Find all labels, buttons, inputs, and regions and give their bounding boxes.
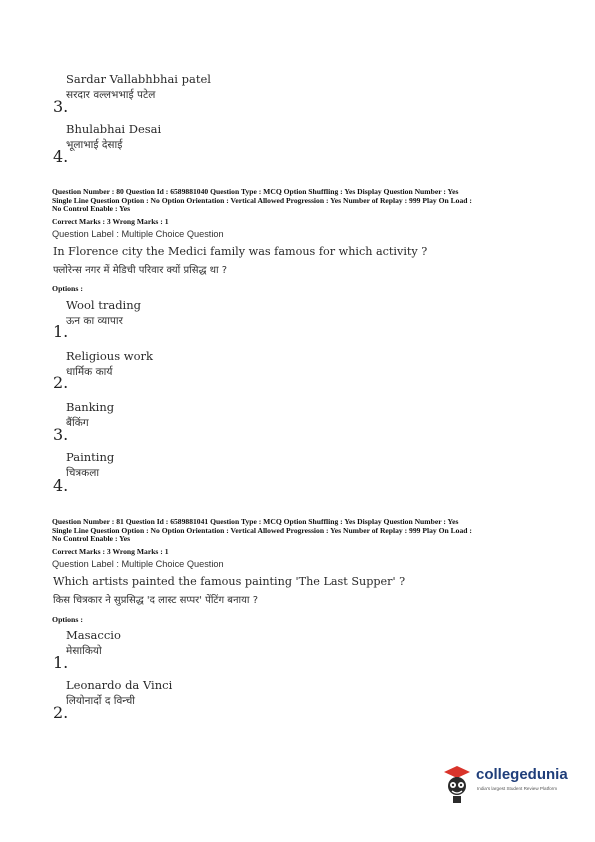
option-number: 4. [53,476,69,495]
question-meta [52,518,552,544]
option-text-hindi: लियोनार्दो द विन्ची [66,695,136,707]
option-text-english: Leonardo da Vinci [66,678,173,692]
option-text-english: Wool trading [66,298,142,312]
option-3 [66,72,211,102]
option-text-hindi: सरदार वल्लभभाई पटेल [66,89,156,101]
option-text-english: Religious work [66,349,153,363]
meta-line: Single Line Question Option : No Option Orientation : Vertical Allowed Progression : Yes Number of Replay : 999 Play On Load : [52,195,472,205]
collegedunia-logo [440,762,580,810]
meta-line: Question Number : 80 Question Id : 6589881040 Question Type : MCQ Option Shuffling : Yes Display Question Number : Yes [52,187,459,196]
option-text-english: Masaccio [66,628,121,642]
options-label: Options : [52,615,83,624]
question-text-english: Which artists painted the famous painting 'The Last Supper' ? [53,575,406,588]
option-number: 4. [53,147,69,166]
marks-info: Correct Marks : 3 Wrong Marks : 1 [52,217,169,226]
option-number: 3. [53,425,69,444]
option-number: 2. [53,373,69,392]
option-text-hindi: भूलाभाई देसाई [66,139,123,151]
option-text-hindi: बैंकिंग [66,417,89,429]
option-number: 1. [53,322,69,341]
option-text-hindi: मेसाकियो [66,645,102,657]
question-label: Question Label : Multiple Choice Question [52,229,224,239]
question-meta [52,188,552,214]
graduate-mascot-icon [440,762,474,804]
question-label: Question Label : Multiple Choice Question [52,559,224,569]
question-text-hindi: फ्लोरेन्स नगर में मेडिची परिवार क्यों प्रसिद्ध था ? [53,265,228,276]
question-text-hindi: किस चित्रकार ने सुप्रसिद्ध 'द लास्ट सप्पर' पेंटिंग बनाया ? [53,595,259,606]
meta-line: Single Line Question Option : No Option Orientation : Vertical Allowed Progression : Yes Number of Replay : 999 Play On Load : [52,525,472,535]
logo-tagline: India's largest Student Review Platform [477,786,558,791]
marks-info: Correct Marks : 3 Wrong Marks : 1 [52,547,169,556]
option-text-hindi: चित्रकला [66,467,100,479]
option-text-english: Bhulabhai Desai [66,122,162,136]
logo-name: collegedunia [476,766,568,783]
option-number: 1. [53,653,69,672]
option-4 [66,122,161,152]
option-number: 3. [53,97,69,116]
option-3 [66,400,114,430]
option-4 [66,450,114,480]
option-1 [66,298,141,328]
meta-line: No Control Enable : Yes [52,534,131,544]
options-label: Options : [52,284,83,293]
option-2 [66,349,153,379]
option-1 [66,628,121,658]
option-text-hindi: ऊन का व्यापार [66,315,123,327]
meta-line: Question Number : 81 Question Id : 6589881041 Question Type : MCQ Option Shuffling : Yes Display Question Number : Yes [52,517,459,526]
meta-line: No Control Enable : Yes [52,204,131,214]
option-text-english: Banking [66,400,115,414]
option-text-hindi: धार्मिक कार्य [66,366,113,378]
option-number: 2. [53,703,69,722]
question-text-english: In Florence city the Medici family was famous for which activity ? [53,245,428,258]
option-text-english: Painting [66,450,115,464]
option-2 [66,678,172,708]
option-text-english: Sardar Vallabhbhai patel [66,72,211,86]
